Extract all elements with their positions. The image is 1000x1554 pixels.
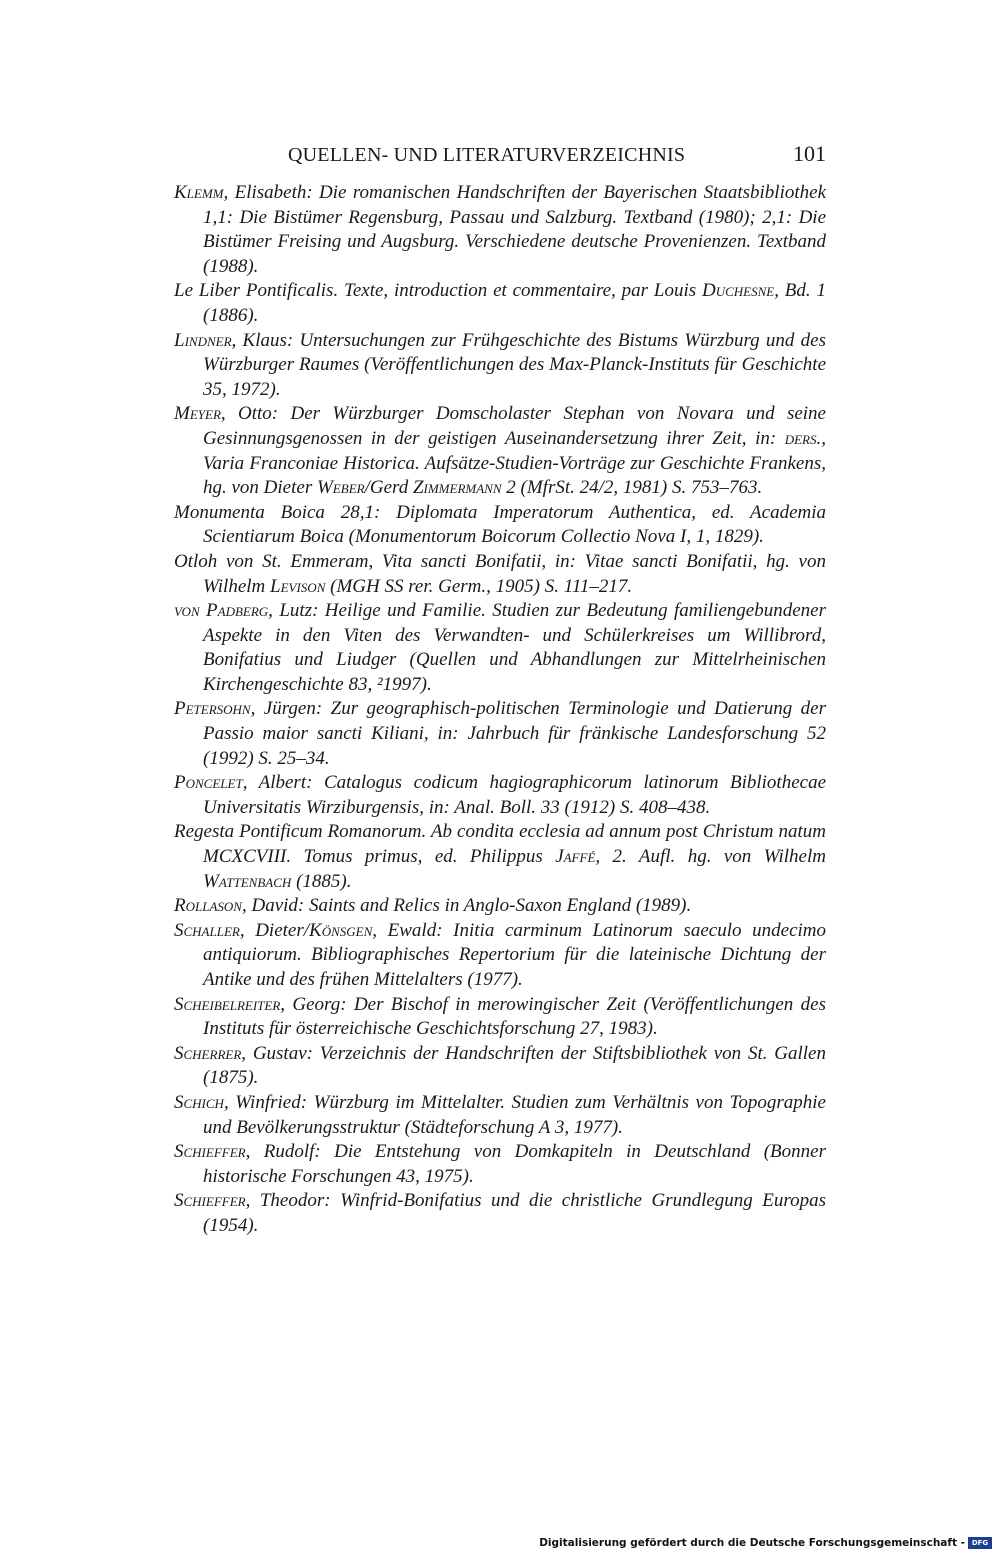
running-title: QUELLEN- UND LITERATURVERZEICHNIS bbox=[288, 144, 686, 166]
dfg-logo-icon: DFG bbox=[968, 1537, 992, 1549]
bib-entry: Petersohn, Jürgen: Zur geographisch-politischen Terminologie und Datierung der Passio maior sancti Kiliani, in: Jahrbuch für fränkische Landesforschung 52 (1992) S. 25–34. bbox=[174, 698, 826, 769]
running-header bbox=[288, 141, 826, 171]
bib-entry: Lindner, Klaus: Untersuchungen zur Frühgeschichte des Bistums Würzburg und des Würzburger Raumes (Veröffentlichungen des Max-Planck-Instituts für Geschichte 35, 1972). bbox=[174, 329, 826, 400]
bib-entry: Schieffer, Rudolf: Die Entstehung von Domkapiteln in Deutschland (Bonner historische Forschungen 43, 1975). bbox=[174, 1141, 826, 1187]
bib-entry: Rollason, David: Saints and Relics in Anglo-Saxon England (1989). bbox=[174, 895, 692, 917]
page-number: 101 bbox=[793, 141, 826, 166]
digitization-footer bbox=[539, 1537, 992, 1549]
bib-entry: Schieffer, Theodor: Winfrid-Bonifatius und die christliche Grundlegung Europas (1954). bbox=[174, 1190, 826, 1236]
bib-entry: von Padberg, Lutz: Heilige und Familie. Studien zur Bedeutung familiengebundener Aspekte in den Viten des Verwandten- und Schülerkreises um Willibrord, Bonifatius und Liudger (Quellen und Abhandlungen zur Mittelrheinischen Kirchengeschichte 83, ²1997). bbox=[174, 600, 826, 695]
bib-entry: Le Liber Pontificalis. Texte, introduction et commentaire, par Louis Duchesne, Bd. 1 (1886). bbox=[174, 280, 826, 326]
bib-entry: Scherrer, Gustav: Verzeichnis der Handschriften der Stiftsbibliothek von St. Gallen (1875). bbox=[174, 1042, 826, 1089]
bib-entry: Poncelet, Albert: Catalogus codicum hagiographicorum latinorum Bibliothecae Universitatis Wirziburgensis, in: Anal. Boll. 33 (1912) S. 408–438. bbox=[174, 772, 826, 818]
bib-entry: Monumenta Boica 28,1: Diplomata Imperatorum Authentica, ed. Academia Scientiarum Boica (Monumentorum Boicorum Collectio Nova I, 1, 1829). bbox=[174, 501, 826, 548]
bib-entry: Otloh von St. Emmeram, Vita sancti Bonifatii, in: Vitae sancti Bonifatii, hg. von Wilhelm Levison (MGH SS rer. Germ., 1905) S. 111–217. bbox=[174, 550, 826, 597]
bib-entry: Scheibelreiter, Georg: Der Bischof in merowingischer Zeit (Veröffentlichungen des Instituts für österreichische Geschichtsforschung 27, 1983). bbox=[174, 993, 826, 1040]
bib-entry: Meyer, Otto: Der Würzburger Domscholaster Stephan von Novara und seine Gesinnungsgenossen in der geistigen Auseinandersetzung ihrer Zeit, in: ders., Varia Franconiae Historica. Aufsätze-Studien-Vorträge zur Geschichte Frankens, hg. von Dieter Weber/Gerd Zimmermann 2 (MfrSt. 24/2, 1981) S. 753–763. bbox=[174, 403, 826, 499]
footer-text: Digitalisierung gefördert durch die Deutsche Forschungsgemeinschaft - bbox=[539, 1537, 965, 1549]
bib-entry: Klemm, Elisabeth: Die romanischen Handschriften der Bayerischen Staatsbibliothek 1,1: Die Bistümer Regensburg, Passau und Salzburg. Textband (1980); 2,1: Die Bistümer Freising und Augsburg. Verschiedene deutsche Provenienzen. Textband (1988). bbox=[174, 182, 826, 277]
bib-entry: Regesta Pontificum Romanorum. Ab condita ecclesia ad annum post Christum natum MCXCVIII. Tomus primus, ed. Philippus Jaffé, 2. Aufl. hg. von Wilhelm Wattenbach (1885). bbox=[174, 821, 826, 892]
bibliography-list bbox=[174, 181, 826, 1239]
bib-entry: Schich, Winfried: Würzburg im Mittelalter. Studien zum Verhältnis von Topographie und Bevölkerungsstruktur (Städteforschung A 3, 1977). bbox=[174, 1091, 826, 1138]
bib-entry: Schaller, Dieter/Könsgen, Ewald: Initia carminum Latinorum saeculo undecimo antiquiorum. Bibliographisches Repertorium für die lateinische Dichtung der Antike und des frühen Mittelalters (1977). bbox=[174, 919, 826, 990]
